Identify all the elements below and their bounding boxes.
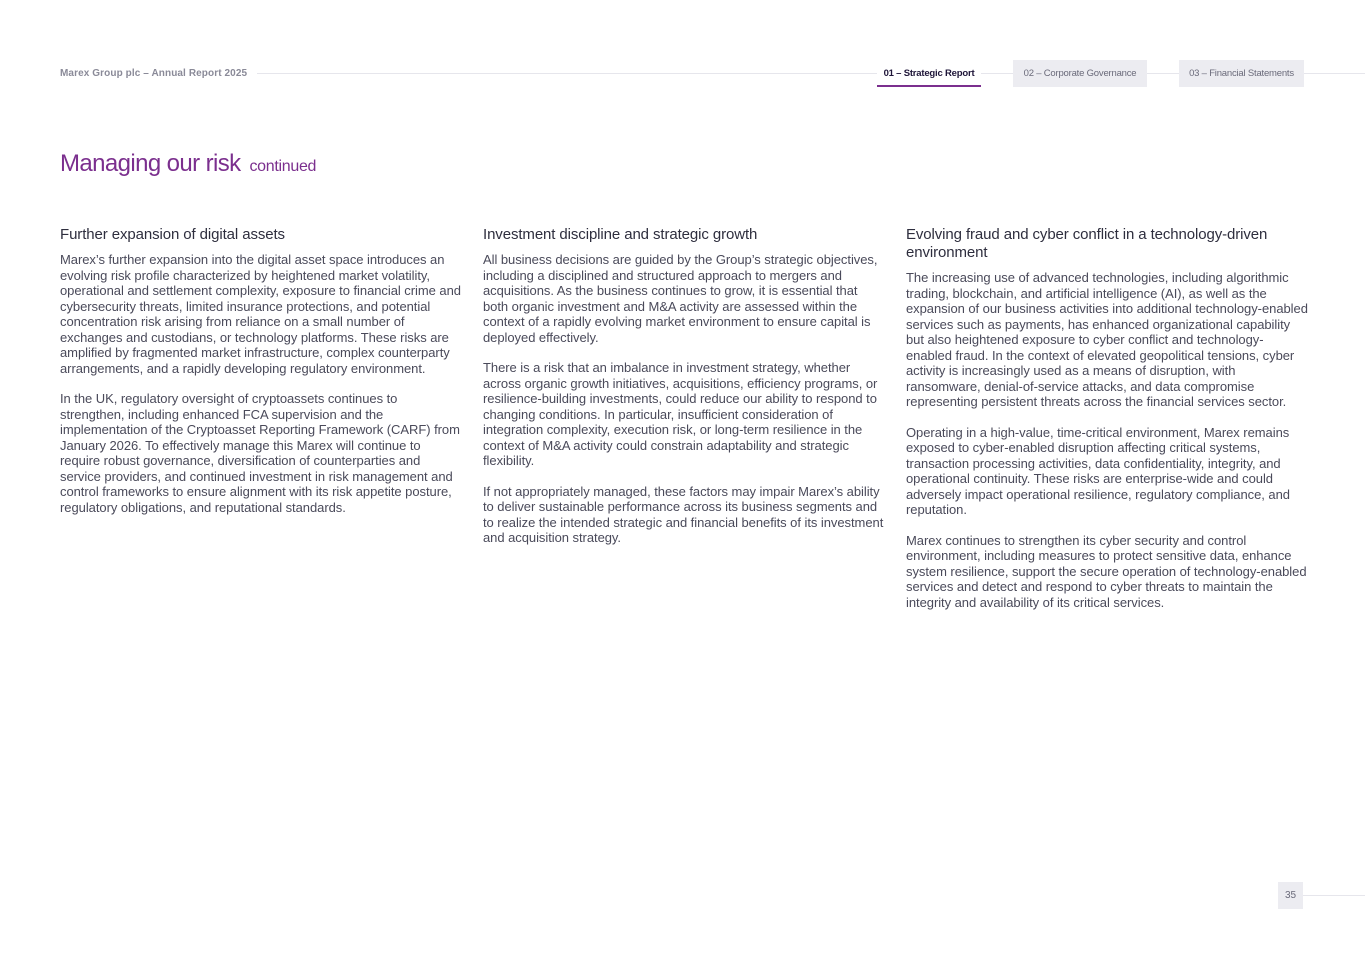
risk-column-fraud-cyber: [906, 226, 1308, 625]
column-paragraph: Marex’s further expansion into the digital asset space introduces an evolving risk profile characterized by heightened market volatility, operational and settlement complexity, exposure to financial crime and cybersecurity threats, limited insurance protections, and potential concentration risk arising from reliance on a small number of exchanges and custodians, or technology platforms. These risks are amplified by fragmented market infrastructure, complex counterparty arrangements, and a rapidly developing regulatory environment.: [60, 252, 461, 376]
column-paragraph: If not appropriately managed, these factors may impair Marex’s ability to deliver sustainable performance across its business segments and to realize the intended strategic and financial benefits of its investment and acquisition strategy.: [483, 483, 884, 545]
column-paragraph: The increasing use of advanced technologies, including algorithmic trading, blockchain, and artificial intelligence (AI), as well as the expansion of our business activities into additional technology-enabled services such as payments, has enhanced organizational capability but also heightened exposure to cyber conflict and technology-enabled fraud. In the context of elevated geopolitical tensions, cyber activity is increasingly used as a means of disruption, with ransomware, denial-of-service attacks, and data compromise representing persistent threats across the financial services sector.: [906, 270, 1308, 409]
risk-column-digital-assets: [60, 226, 462, 530]
document-title: Marex Group plc – Annual Report 2025: [60, 68, 257, 79]
column-paragraph: All business decisions are guided by the Group’s strategic objectives, including a disciplined and structured approach to mergers and acquisitions. As the business continues to grow, it is essential that both organic investment and M&A activity are assessed within the context of a rapidly evolving market environment to ensure capital is deployed effectively.: [483, 252, 878, 345]
tab-strategic-report[interactable]: 01 – Strategic Report: [877, 60, 981, 87]
column-paragraph: Marex continues to strengthen its cyber security and control environment, including measures to protect sensitive data, enhance system resilience, support the secure operation of technology-enabled services and detect and respond to cyber threats to maintain the integrity and availability of its critical services.: [906, 532, 1307, 610]
column-paragraph: Operating in a high-value, time-critical environment, Marex remains exposed to cyber-enabled disruption affecting critical systems, transaction processing activities, data confidentiality, integrity, and operational continuity. These risks are enterprise-wide and could adversely impact operational resilience, regulatory compliance, and reputation.: [906, 424, 1290, 517]
page-title-suffix: continued: [249, 158, 317, 175]
footer-divider: [1303, 895, 1365, 896]
tab-financial-statements[interactable]: 03 – Financial Statements: [1179, 60, 1304, 87]
column-heading: Investment discipline and strategic growth: [483, 226, 758, 243]
risk-column-investment-discipline: [483, 226, 885, 561]
page-title: [60, 142, 316, 179]
page-number: 35: [1278, 882, 1303, 909]
tab-corporate-governance[interactable]: 02 – Corporate Governance: [1013, 60, 1147, 87]
page-title-main: Managing our risk: [60, 150, 241, 177]
column-heading: Further expansion of digital assets: [60, 226, 285, 243]
column-paragraph: There is a risk that an imbalance in investment strategy, whether across organic growth initiatives, acquisitions, efficiency programs, or resilience-building investments, could reduce our ability to respond to changing conditions. In particular, insufficient consideration of integration complexity, execution risk, or long-term resilience in the context of M&A activity could constrain adaptability and strategic flexibility.: [483, 360, 878, 468]
column-heading: Evolving fraud and cyber conflict in a technology-driven environment: [906, 226, 1268, 261]
column-paragraph: In the UK, regulatory oversight of cryptoassets continues to strengthen, including enhanced FCA supervision and the implementation of the Cryptoasset Reporting Framework (CARF) from January 2026. To effectively manage this Marex will continue to require robust governance, diversification of counterparties and service providers, and continued investment in risk management and control frameworks to ensure alignment with its risk appetite posture, regulatory obligations, and reputational standards.: [60, 391, 460, 515]
